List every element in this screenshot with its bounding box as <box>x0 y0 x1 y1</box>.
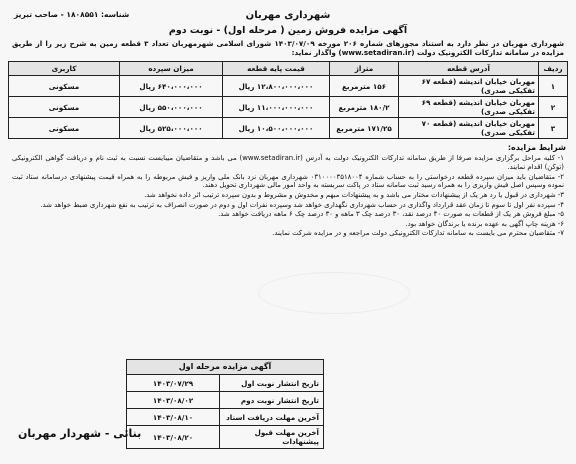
schedule-date: ۱۴۰۳/۰۷/۲۹ <box>127 375 220 392</box>
col-header-usage: کاربری <box>9 62 120 76</box>
cell-area: ۱۵۶ مترمربع <box>330 76 399 97</box>
schedule-label: تاریخ انتشار نوبت اول <box>220 375 324 392</box>
ad-title: آگهی مزایده فروش زمین ( مرحله اول) - نوبت دوم <box>168 24 408 36</box>
advertisement-page <box>8 10 568 458</box>
col-header-base-price: قیمت پایه قطعه <box>223 62 330 76</box>
table-header-row <box>9 62 568 76</box>
condition-item: ۴- سپرده نفر اول تا سوم تا زمان عقد قرارداد واگذاری در حساب شهرداری نگهداری خواهد شد وسپرده نفرات اول و دوم در صورت انصراف به ترتیب به نفع شهرداری ضبط خواهد شد. <box>40 200 564 209</box>
ad-identifier: شناسه: ۱۸۰۸۵۵۱ - صاحب تبریز <box>14 10 130 19</box>
schedule-table <box>126 359 324 449</box>
schedule-row <box>127 375 324 392</box>
cell-row-number: ۳ <box>539 118 568 139</box>
conditions-heading: شرایط مزایده: <box>507 143 566 153</box>
cell-base-price: ۱۱،۰۰۰،۰۰۰،۰۰۰ ریال <box>223 97 330 118</box>
land-items-table <box>8 61 568 139</box>
schedule-title: آگهی مزایده مرحله اول <box>127 360 324 375</box>
condition-item: ۵- مبلغ فروش هر یک از قطعات به صورت ۴۰ درصد نقد، ۳۰ درصد چک ۳ ماهه و ۳۰ درصد چک ۶ ماهه دریافت خواهد شد. <box>218 210 564 219</box>
cell-area: ۱۸۰/۲ مترمربع <box>330 97 399 118</box>
condition-item: ۶- هزینه چاپ آگهی به عهده برنده یا برندگان خواهد بود. <box>405 219 564 228</box>
schedule-row <box>127 426 324 449</box>
schedule-row <box>127 392 324 409</box>
col-header-address: آدرس قطعه <box>399 62 539 76</box>
schedule-label: آخرین مهلت دریافت اسناد <box>220 409 324 426</box>
schedule-date: ۱۴۰۳/۰۸/۱۰ <box>127 409 220 426</box>
cell-address: مهربان خیابان اندیشه (قطعه ۶۹ تفکیکی صدری) <box>399 97 539 118</box>
table-row <box>9 118 568 139</box>
condition-item: ۷- متقاضیان محترم می بایست به سامانه تدارکات الکترونیکی دولت مراجعه و در مزایده شرکت نمایند. <box>272 229 564 238</box>
col-header-area: متراژ <box>330 62 399 76</box>
col-header-row-number: ردیف <box>539 62 568 76</box>
cell-row-number: ۱ <box>539 76 568 97</box>
cell-deposit: ۵۵۰،۰۰۰،۰۰۰ ریال <box>120 97 223 118</box>
stamp-watermark <box>258 272 410 314</box>
intro-paragraph: شهرداری مهربان در نظر دارد به استناد مجوزهای شماره ۲۰۶ مورخه ۱۴۰۳/۰۷/۰۹ شورای اسلامی شهرمهربان تعداد ۳ قطعه زمین به شرح زیر را از طریق مزایده در سامانه تدارکات الکترونیک دولت (www.setadiran.ir) واگذار نماید: <box>12 39 565 58</box>
table-row <box>9 97 568 118</box>
col-header-deposit: میزان سپرده <box>120 62 223 76</box>
condition-item: ۲- متقاضیان باید میزان سپرده قطعه درخواستی را به حساب شماره ۰۳۱۰۰۰۰۳۵۱۸۰۰۴ شهرداری مهربان نزد بانک ملی واریز و فیش مربوطه را به همراه قیمت پیشنهادی درسامانه ستاد ثبت نموده وسپس اصل فیش واریزی را به همراه رسید ثبت سامانه ستاد در پاکت سربسته به واحد امور مالی شهرداری تحویل دهند. <box>12 172 564 190</box>
cell-deposit: ۵۲۵،۰۰۰،۰۰۰ ریال <box>120 118 223 139</box>
municipality-name: شهرداری مهربان <box>245 10 331 21</box>
condition-item: ۱- کلیه مراحل برگزاری مزایده صرفا از طریق سامانه تدارکات الکترونیک دولت به آدرس (www.setadiran.ir) می باشد و متقاضیان میبایست نسبت به ثبت نام و دریافت گواهی الکترونیکی (توکن) اقدام نمایند. <box>12 154 564 171</box>
cell-row-number: ۲ <box>539 97 568 118</box>
cell-base-price: ۱۰،۵۰۰،۰۰۰،۰۰۰ ریال <box>223 118 330 139</box>
conditions-list <box>8 154 568 238</box>
cell-deposit: ۶۴۰،۰۰۰،۰۰۰ ریال <box>120 76 223 97</box>
schedule-label: تاریخ انتشار نوبت دوم <box>220 392 324 409</box>
cell-usage: مسکونی <box>9 118 120 139</box>
table-row <box>9 76 568 97</box>
schedule-date: ۱۴۰۳/۰۸/۲۰ <box>127 426 220 449</box>
schedule-date: ۱۴۰۳/۰۸/۰۲ <box>127 392 220 409</box>
cell-address: مهربان خیابان اندیشه (قطعه ۷۰ تفکیکی صدری) <box>399 118 539 139</box>
schedule-label: آخرین مهلت قبول پیشنهادات <box>220 426 324 449</box>
mayor-signature: بنائی - شهردار مهربان <box>18 427 142 440</box>
schedule-row <box>127 409 324 426</box>
cell-base-price: ۱۲،۸۰۰،۰۰۰،۰۰۰ ریال <box>223 76 330 97</box>
cell-area: ۱۷۱/۲۵ مترمربع <box>330 118 399 139</box>
cell-usage: مسکونی <box>9 97 120 118</box>
cell-usage: مسکونی <box>9 76 120 97</box>
cell-address: مهربان خیابان اندیشه (قطعه ۶۷ تفکیکی صدری) <box>399 76 539 97</box>
condition-item: ۳- شهرداری در قبول یا رد هر یک از پیشنهادات مختار می باشد و به پیشنهادات مبهم و مخدوش و مشروط و بدون سپرده ترتیب اثر داده نخواهد شد. <box>144 190 564 199</box>
bottom-section <box>8 353 568 458</box>
